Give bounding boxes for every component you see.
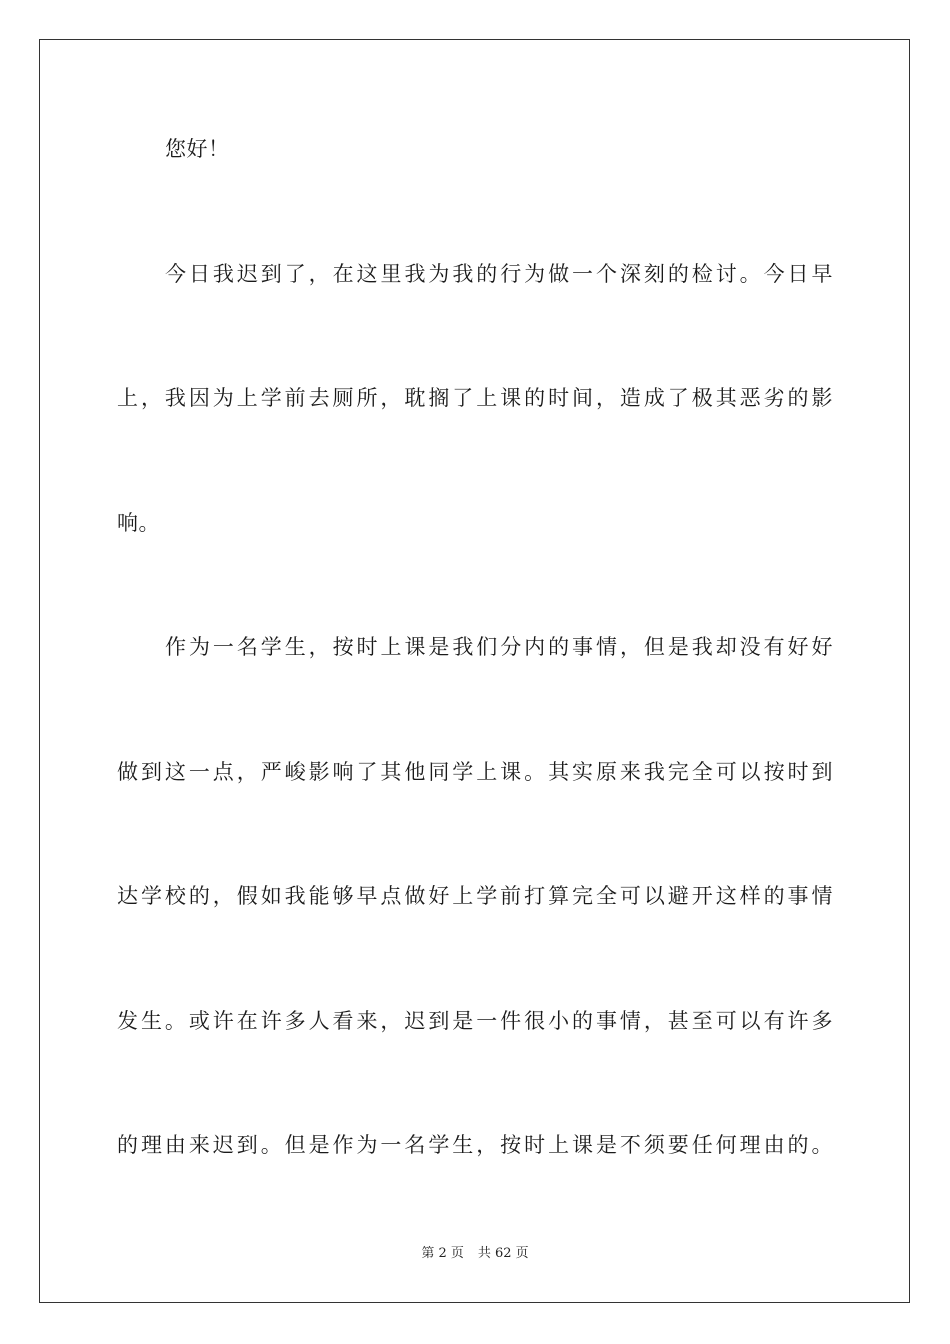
paragraph-2-line-4: 发生。或许在许多人看来，迟到是一件很小的事情，甚至可以有许多 <box>117 1009 833 1033</box>
paragraph-2-line-2: 做到这一点，严峻影响了其他同学上课。其实原来我完全可以按时到 <box>117 760 833 784</box>
paragraph-1-line-2: 上，我因为上学前去厕所，耽搁了上课的时间，造成了极其恶劣的影 <box>117 386 833 410</box>
paragraph-1-line-1: 今日我迟到了，在这里我为我的行为做一个深刻的检讨。今日早 <box>165 262 833 286</box>
page-number: 第 2 页 <box>421 1246 464 1261</box>
paragraph-1-line-3: 响。 <box>117 511 160 535</box>
paragraph-2-line-1: 作为一名学生，按时上课是我们分内的事情，但是我却没有好好 <box>165 635 833 659</box>
page-border <box>39 39 910 1303</box>
total-pages: 共 62 页 <box>477 1246 529 1261</box>
paragraph-2-line-5: 的理由来迟到。但是作为一名学生，按时上课是不须要任何理由的。 <box>117 1133 833 1157</box>
greeting-line: 您好！ <box>165 137 230 161</box>
paragraph-2-line-3: 达学校的，假如我能够早点做好上学前打算完全可以避开这样的事情 <box>117 884 833 908</box>
page-footer <box>0 1245 950 1263</box>
